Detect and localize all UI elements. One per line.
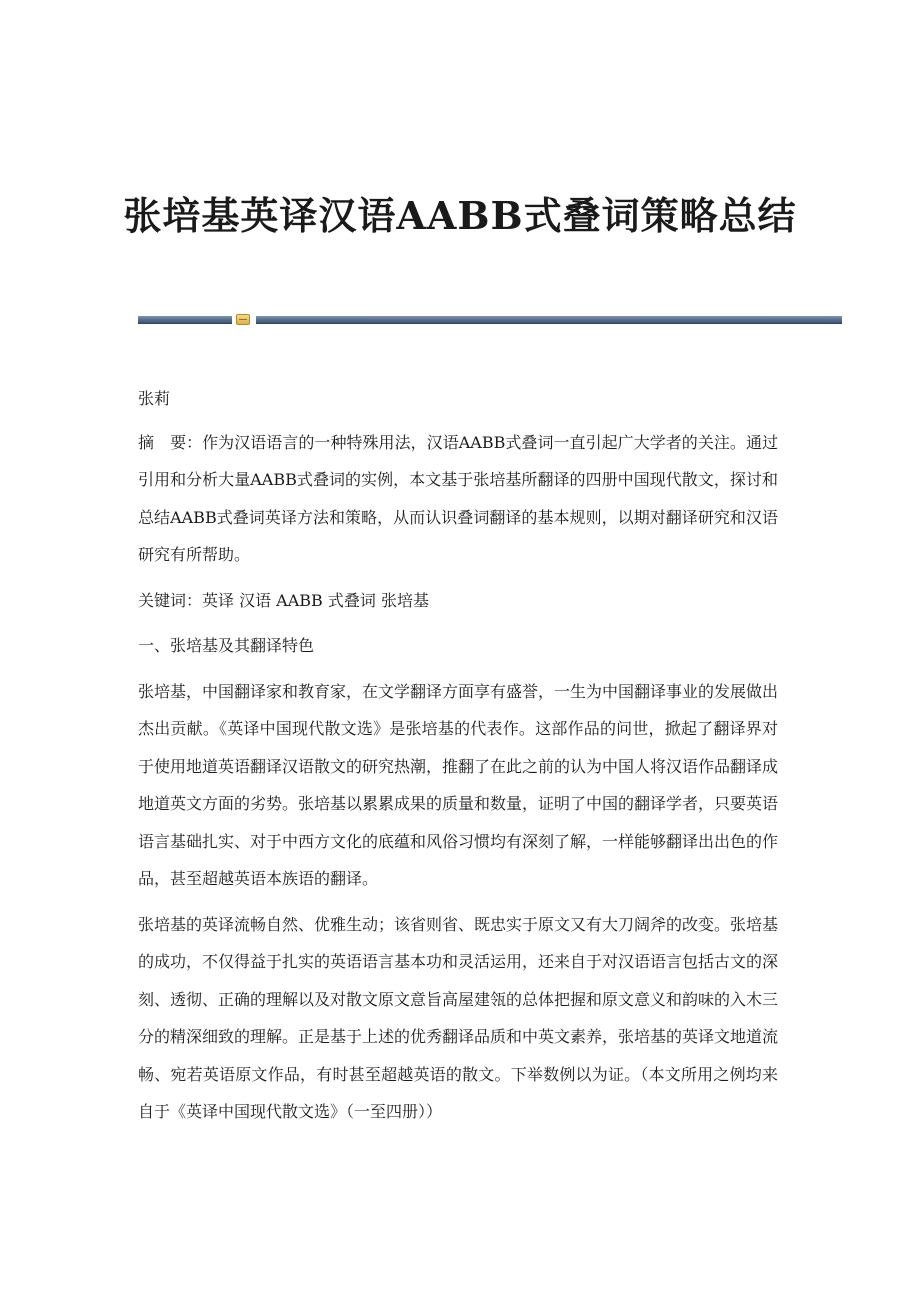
document-body (138, 380, 778, 1139)
divider-bar-right (256, 316, 842, 324)
title-divider (138, 312, 842, 326)
body-paragraph: 张培基，中国翻译家和教育家，在文学翻译方面享有盛誉，一生为中国翻译事业的发展做出杰出贡献。《英译中国现代散文选》是张培基的代表作。这部作品的问世，掀起了翻译界对于使用地道英语翻译汉语散文的研究热潮，推翻了在此之前的认为中国人将汉语作品翻译成地道英文方面的劣势。张培基以累累成果的质量和数量，证明了中国的翻译学者，只要英语语言基础扎实、对于中西方文化的底蕴和风俗习惯均有深刻了解，一样能够翻译出出色的作品，甚至超越英语本族语的翻译。 (138, 681, 779, 888)
keywords: 关键词：英译 汉语 AABB 式叠词 张培基 (138, 590, 429, 610)
abstract: 摘 要：作为汉语语言的一种特殊用法，汉语AABB式叠词一直引起广大学者的关注。通过引用和分析大量AABB式叠词的实例，本文基于张培基所翻译的四册中国现代散文，探讨和总结AABB式叠词英译方法和策略，从而认识叠词翻译的基本规则，以期对翻译研究和汉语研究有所帮助。 (138, 432, 778, 564)
divider-ornament-icon (236, 314, 250, 325)
author-name: 张莉 (138, 389, 171, 408)
section-heading: 一、张培基及其翻译特色 (138, 636, 315, 655)
body-paragraph: 张培基的英译流畅自然、优雅生动；该省则省、既忠实于原文又有大刀阔斧的改变。张培基的成功，不仅得益于扎实的英语语言基本功和灵活运用，还来自于对汉语语言包括古文的深刻、透彻、正确的理解以及对散文原文意旨高屋建瓴的总体把握和原文意义和韵味的入木三分的精深细致的理解。正是基于上述的优秀翻译品质和中英文素养，张培基的英译文地道流畅、宛若英语原文作品，有时甚至超越英语的散文。下举数例以为证。（本文所用之例均来自于《英译中国现代散文选》（一至四册）） (138, 914, 779, 1121)
divider-bar-left (138, 316, 232, 324)
document-title: 张培基英译汉语AABB式叠词策略总结 (123, 193, 797, 238)
